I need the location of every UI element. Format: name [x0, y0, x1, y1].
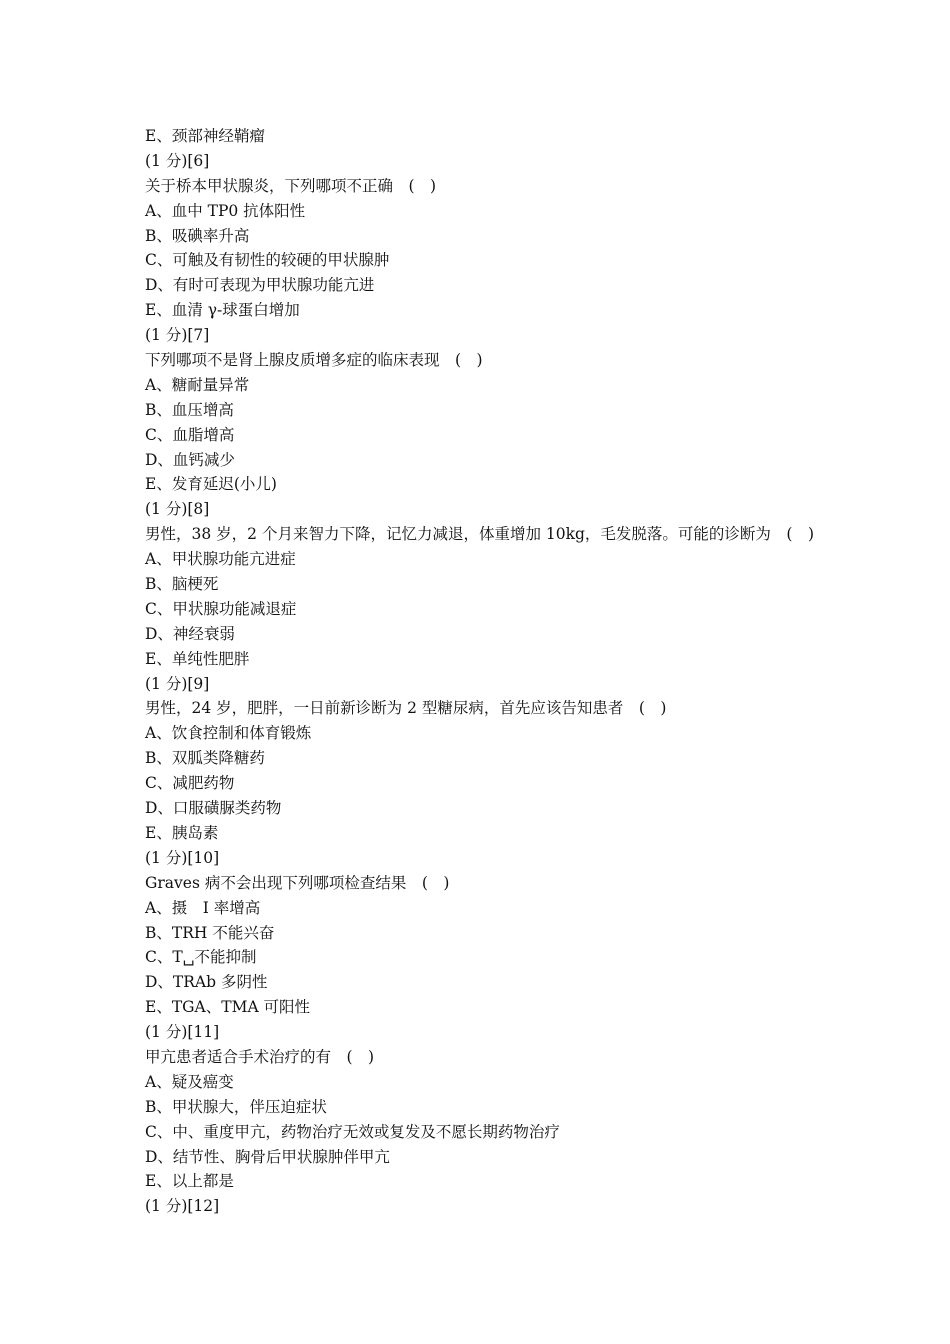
- option-text: D、血钙减少: [145, 450, 235, 469]
- option-text: E、单纯性肥胖: [145, 649, 250, 668]
- option-text: D、神经衰弱: [145, 624, 235, 643]
- option-text: D、有时可表现为甲状腺功能亢进: [145, 276, 375, 295]
- option-text: A、饮食控制和体育锻炼: [145, 724, 312, 743]
- option-text: B、吸碘率升高: [145, 226, 250, 245]
- question-score: (1 分)[7]: [145, 326, 210, 345]
- question-score: (1 分)[9]: [145, 674, 210, 693]
- option-text: A、甲状腺功能亢进症: [145, 550, 296, 569]
- option-text: D、口服磺脲类药物: [145, 799, 282, 818]
- question-score: (1 分)[11]: [145, 1023, 220, 1042]
- option-text: B、TRH 不能兴奋: [145, 923, 275, 942]
- option-text: E、血清 γ-球蛋白增加: [145, 301, 300, 320]
- option-text: A、血中 TP0 抗体阳性: [145, 201, 306, 220]
- option-text: B、双胍类降糖药: [145, 749, 265, 768]
- option-text: C、减肥药物: [145, 774, 235, 793]
- question-score: (1 分)[12]: [145, 1197, 220, 1216]
- option-text: C、可触及有韧性的较硬的甲状腺肿: [145, 251, 390, 270]
- option-text: A、摄 I 率增高: [145, 898, 261, 917]
- question-text: Graves 病不会出现下列哪项检查结果 ( ): [145, 873, 450, 892]
- question-text: 男性，38 岁，2 个月来智力下降，记忆力减退，体重增加 10kg，毛发脱落。可能的诊断为 ( ): [145, 525, 815, 544]
- option-text: A、疑及癌变: [145, 1072, 234, 1091]
- option-text: D、结节性、胸骨后甲状腺肿伴甲亢: [145, 1147, 390, 1166]
- option-text: E、颈部神经鞘瘤: [145, 127, 265, 145]
- question-text: 男性，24 岁，肥胖，一日前新诊断为 2 型糖尿病，首先应该告知患者 ( ): [145, 699, 667, 718]
- exam-question-text: [145, 124, 825, 1219]
- option-text: C、血脂增高: [145, 425, 235, 444]
- option-text: E、TGA、TMA 可阳性: [145, 998, 311, 1017]
- question-text: 下列哪项不是肾上腺皮质增多症的临床表现 ( ): [145, 351, 483, 370]
- option-text: E、发育延迟(小儿): [145, 475, 277, 494]
- question-text: 关于桥本甲状腺炎，下列哪项不正确 ( ): [145, 176, 437, 195]
- option-text: E、以上都是: [145, 1172, 234, 1191]
- option-text: B、甲状腺大，伴压迫症状: [145, 1097, 327, 1116]
- option-text: C、T␣不能抑制: [145, 948, 257, 967]
- question-text: 甲亢患者适合手术治疗的有 ( ): [145, 1047, 375, 1066]
- question-score: (1 分)[10]: [145, 848, 220, 867]
- question-score: (1 分)[8]: [145, 500, 210, 519]
- option-text: D、TRAb 多阴性: [145, 973, 268, 992]
- option-text: C、中、重度甲亢，药物治疗无效或复发及不愿长期药物治疗: [145, 1122, 560, 1141]
- option-text: A、糖耐量异常: [145, 375, 250, 394]
- option-text: C、甲状腺功能减退症: [145, 599, 297, 618]
- option-text: B、脑梗死: [145, 575, 219, 594]
- question-score: (1 分)[6]: [145, 151, 210, 170]
- option-text: E、胰岛素: [145, 823, 219, 842]
- option-text: B、血压增高: [145, 400, 234, 419]
